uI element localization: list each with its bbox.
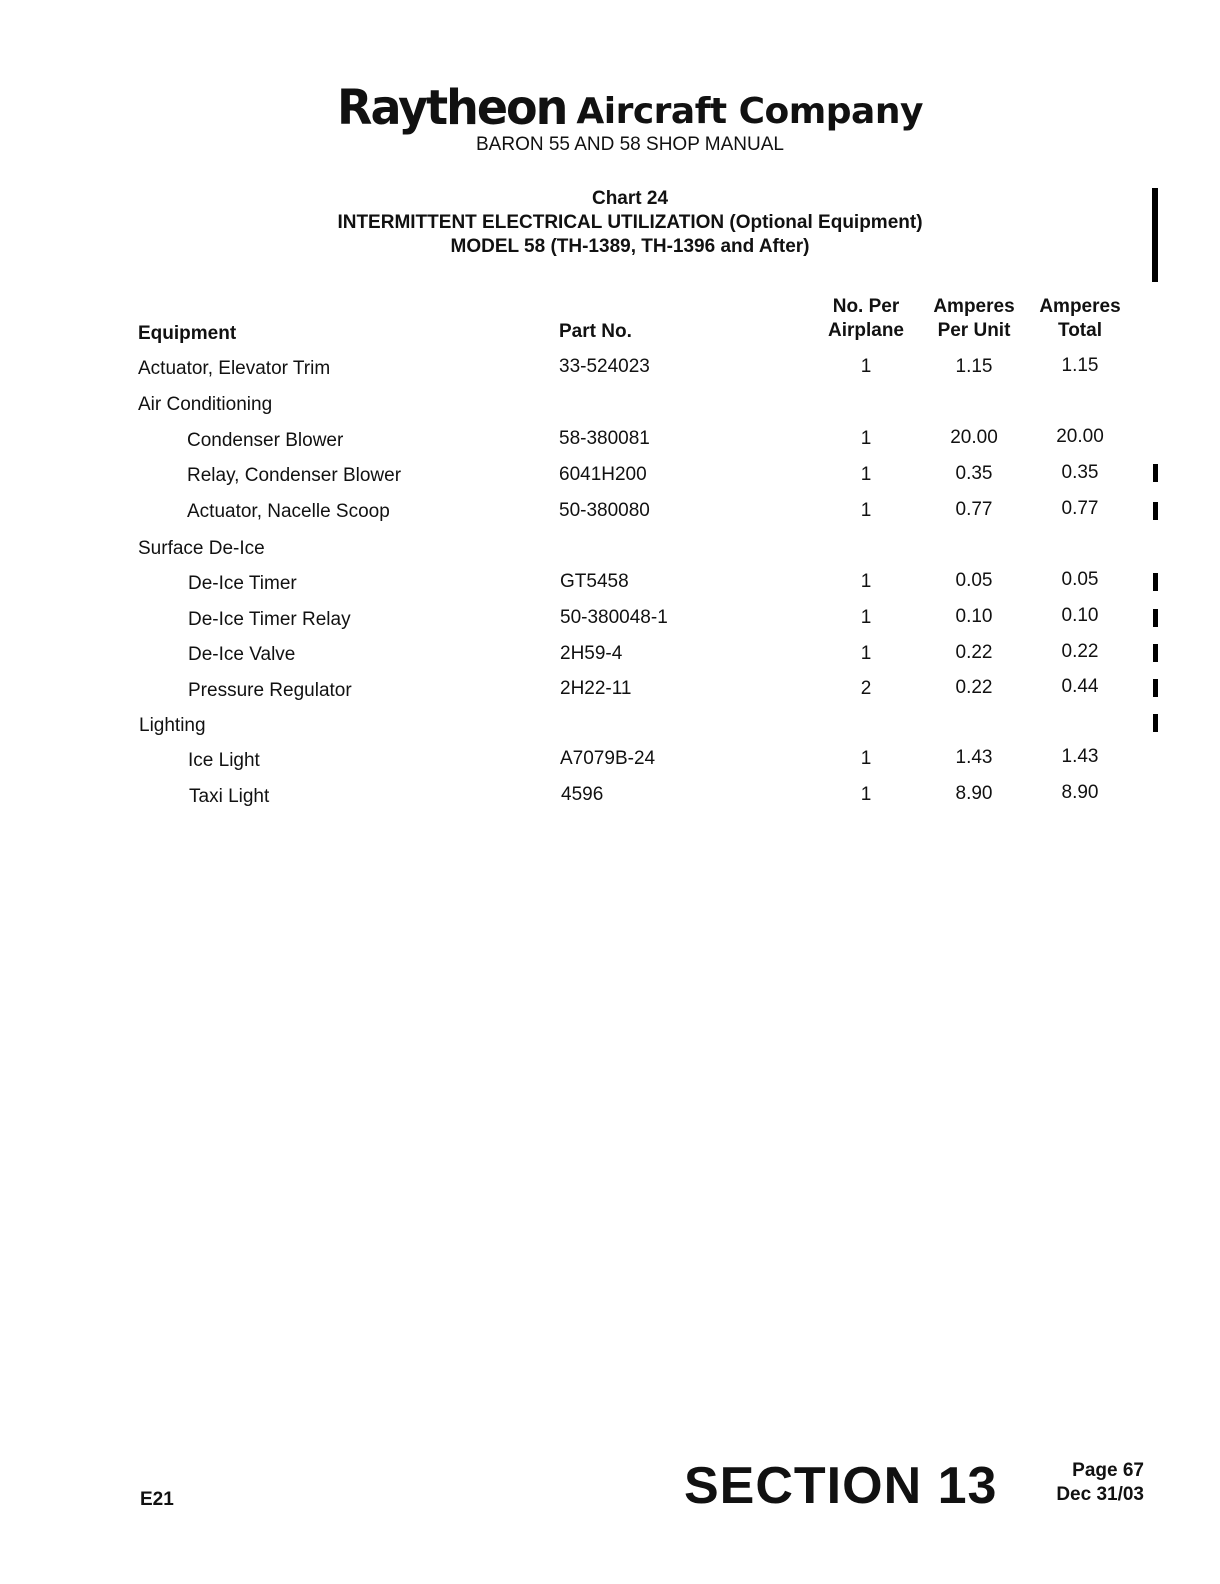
part-no-cell: 6041H200 xyxy=(559,464,647,485)
part-no-cell: 2H59-4 xyxy=(560,643,623,664)
revision-bar xyxy=(1153,644,1158,662)
amps-total-cell: 0.44 xyxy=(1061,676,1099,697)
footer-section: SECTION 13 xyxy=(684,1457,998,1515)
footer-code: E21 xyxy=(140,1489,174,1510)
amps-total-cell: 0.22 xyxy=(1061,641,1099,662)
part-no-cell: 50-380048-1 xyxy=(560,607,668,628)
amps-total-cell: 8.90 xyxy=(1061,782,1099,803)
amps-total-cell: 0.05 xyxy=(1061,569,1099,590)
part-no-cell: GT5458 xyxy=(560,571,629,592)
header-amps-total-line2: Total xyxy=(1058,320,1102,341)
qty-cell: 1 xyxy=(860,784,872,805)
brand-header xyxy=(0,80,1220,134)
brand-logo: Raytheon xyxy=(337,78,567,136)
brand-name: Aircraft Company xyxy=(576,91,923,132)
header-no-per-airplane xyxy=(806,295,926,343)
revision-bar xyxy=(1153,573,1158,591)
amps-unit-cell: 0.35 xyxy=(955,463,993,484)
revision-bar xyxy=(1152,188,1158,282)
amps-unit-cell: 0.10 xyxy=(955,606,993,627)
header-equipment: Equipment xyxy=(138,323,237,344)
revision-bar xyxy=(1153,464,1158,482)
qty-cell: 1 xyxy=(860,500,872,521)
part-no-cell: 50-380080 xyxy=(559,500,650,521)
revision-bar xyxy=(1153,679,1158,697)
part-no-cell: 33-524023 xyxy=(559,356,650,377)
chart-model: MODEL 58 (TH-1389, TH-1396 and After) xyxy=(450,236,810,257)
amps-unit-cell: 0.22 xyxy=(955,677,993,698)
revision-bar xyxy=(1153,714,1158,732)
equipment-cell: De-Ice Timer Relay xyxy=(188,609,351,630)
amps-unit-cell: 20.00 xyxy=(950,427,998,448)
qty-cell: 1 xyxy=(860,643,872,664)
amps-total-cell: 0.77 xyxy=(1061,498,1099,519)
qty-cell: 1 xyxy=(860,428,872,449)
header-amps-unit-line1: Amperes xyxy=(933,296,1015,317)
manual-subtitle: BARON 55 AND 58 SHOP MANUAL xyxy=(476,134,784,155)
amps-total-cell: 20.00 xyxy=(1056,426,1104,447)
equipment-cell: De-Ice Timer xyxy=(188,573,297,594)
amps-unit-cell: 1.15 xyxy=(955,356,993,377)
amps-total-cell: 0.35 xyxy=(1061,462,1099,483)
part-no-cell: 2H22-11 xyxy=(560,678,632,699)
equipment-group-cell: Lighting xyxy=(139,715,206,736)
chart-title: INTERMITTENT ELECTRICAL UTILIZATION (Optional Equipment) xyxy=(337,212,923,233)
header-amperes-per-unit xyxy=(914,295,1034,343)
equipment-cell: Condenser Blower xyxy=(187,430,344,451)
chart-number: Chart 24 xyxy=(591,188,669,209)
header-no-per-line2: Airplane xyxy=(827,320,905,341)
equipment-cell: De-Ice Valve xyxy=(188,644,296,665)
qty-cell: 1 xyxy=(860,464,872,485)
part-no-cell: A7079B-24 xyxy=(560,748,656,769)
amps-unit-cell: 1.43 xyxy=(955,747,993,768)
amps-unit-cell: 0.05 xyxy=(955,570,993,591)
equipment-group-cell: Surface De-Ice xyxy=(138,538,265,559)
revision-bar xyxy=(1153,609,1158,627)
amps-unit-cell: 8.90 xyxy=(955,783,993,804)
header-no-per-line1: No. Per xyxy=(832,296,900,317)
qty-cell: 1 xyxy=(860,571,872,592)
equipment-cell: Pressure Regulator xyxy=(188,680,352,701)
equipment-cell: Taxi Light xyxy=(189,786,270,807)
equipment-cell: Relay, Condenser Blower xyxy=(187,465,402,486)
amps-unit-cell: 0.22 xyxy=(955,642,993,663)
revision-bar xyxy=(1153,502,1158,520)
equipment-cell: Actuator, Nacelle Scoop xyxy=(187,501,390,522)
part-no-cell: 58-380081 xyxy=(559,428,650,449)
amps-total-cell: 0.10 xyxy=(1061,605,1099,626)
qty-cell: 1 xyxy=(860,356,872,377)
amps-unit-cell: 0.77 xyxy=(955,499,993,520)
amps-total-cell: 1.43 xyxy=(1061,746,1099,767)
footer-page-number: Page 67 xyxy=(1072,1460,1144,1481)
header-amps-unit-line2: Per Unit xyxy=(937,320,1011,341)
qty-cell: 1 xyxy=(860,607,872,628)
equipment-cell: Ice Light xyxy=(188,750,260,771)
equipment-group-cell: Air Conditioning xyxy=(138,394,273,415)
qty-cell: 1 xyxy=(860,748,872,769)
header-amperes-total xyxy=(1020,295,1140,343)
footer-date: Dec 31/03 xyxy=(1056,1484,1144,1505)
header-part-no: Part No. xyxy=(559,321,632,342)
equipment-cell: Actuator, Elevator Trim xyxy=(138,358,331,379)
amps-total-cell: 1.15 xyxy=(1061,355,1099,376)
part-no-cell: 4596 xyxy=(561,784,604,805)
header-amps-total-line1: Amperes xyxy=(1039,296,1121,317)
qty-cell: 2 xyxy=(860,678,872,699)
